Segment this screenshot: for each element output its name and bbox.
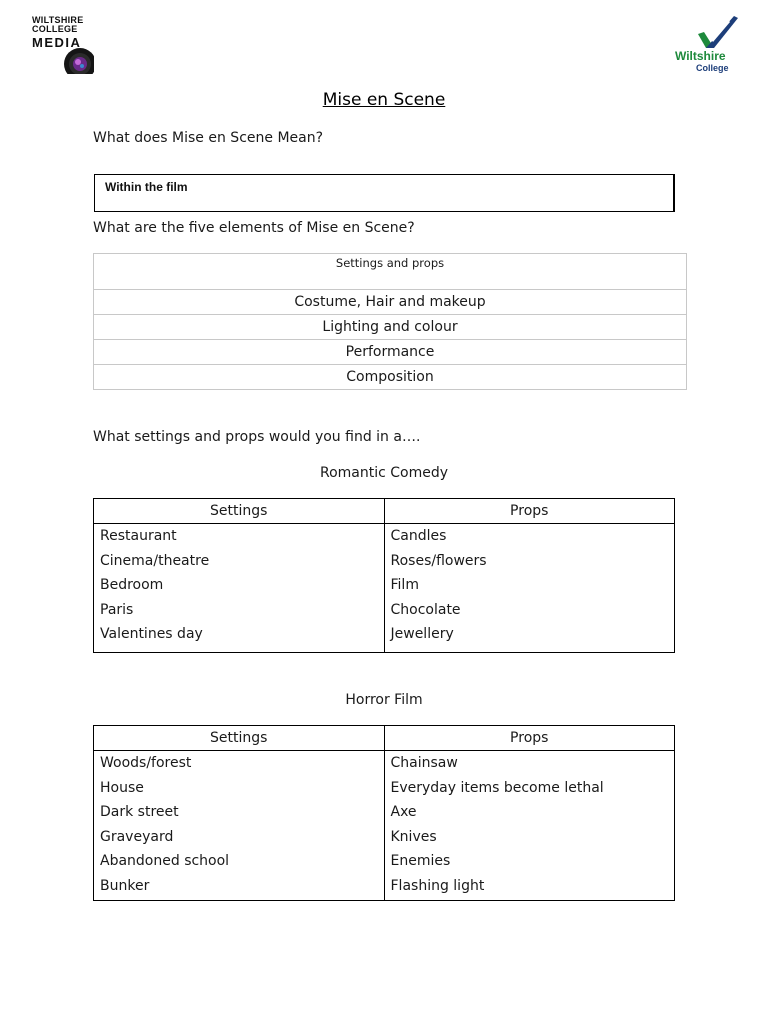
element-cell: Lighting and colour [94,315,687,340]
camera-lens-icon [58,42,94,74]
wiltshire-college-logo [672,14,742,76]
props-cell: Everyday items become lethal [384,776,675,801]
settings-cell: Graveyard [94,825,385,850]
element-cell: Composition [94,365,687,390]
question-elements: What are the five elements of Mise en Scene? [93,220,415,236]
romantic-comedy-table [93,498,675,653]
answer-box[interactable] [94,174,675,212]
settings-cell: Valentines day [94,622,385,653]
settings-cell: Paris [94,598,385,623]
elements-table [93,253,687,390]
element-cell: Costume, Hair and makeup [94,290,687,315]
props-cell: Knives [384,825,675,850]
props-header: Props [384,499,675,524]
horror-film-table [93,725,675,901]
logo-text-college: College [696,63,729,73]
wiltshire-college-media-logo [32,16,94,74]
settings-cell: Restaurant [94,524,385,549]
props-cell: Film [384,573,675,598]
settings-cell: Bunker [94,874,385,901]
element-cell: Performance [94,340,687,365]
page-title: Mise en Scene [322,90,446,110]
settings-header: Settings [94,726,385,751]
logo-text-wiltshire: WILTSHIRE [32,15,84,25]
props-cell: Flashing light [384,874,675,901]
answer-text: Within the film [105,180,188,194]
props-header: Props [384,726,675,751]
checkmark-icon [694,14,740,50]
logo-text-college: COLLEGE [32,24,78,34]
props-cell: Axe [384,800,675,825]
romantic-comedy-heading: Romantic Comedy [319,465,449,481]
props-cell: Candles [384,524,675,549]
settings-cell: Woods/forest [94,751,385,776]
settings-cell: Cinema/theatre [94,549,385,574]
element-cell: Settings and props [94,254,687,290]
props-cell: Chocolate [384,598,675,623]
props-cell: Enemies [384,849,675,874]
settings-header: Settings [94,499,385,524]
props-cell: Chainsaw [384,751,675,776]
logo-text-media: MEDIA [32,35,82,50]
logo-text-wiltshire: Wiltshire [675,49,726,63]
props-cell: Jewellery [384,622,675,653]
horror-film-heading: Horror Film [345,692,423,708]
settings-cell: Dark street [94,800,385,825]
question-settings-props: What settings and props would you find in a…. [93,429,421,445]
settings-cell: House [94,776,385,801]
question-meaning: What does Mise en Scene Mean? [93,130,324,146]
settings-cell: Bedroom [94,573,385,598]
settings-cell: Abandoned school [94,849,385,874]
props-cell: Roses/flowers [384,549,675,574]
